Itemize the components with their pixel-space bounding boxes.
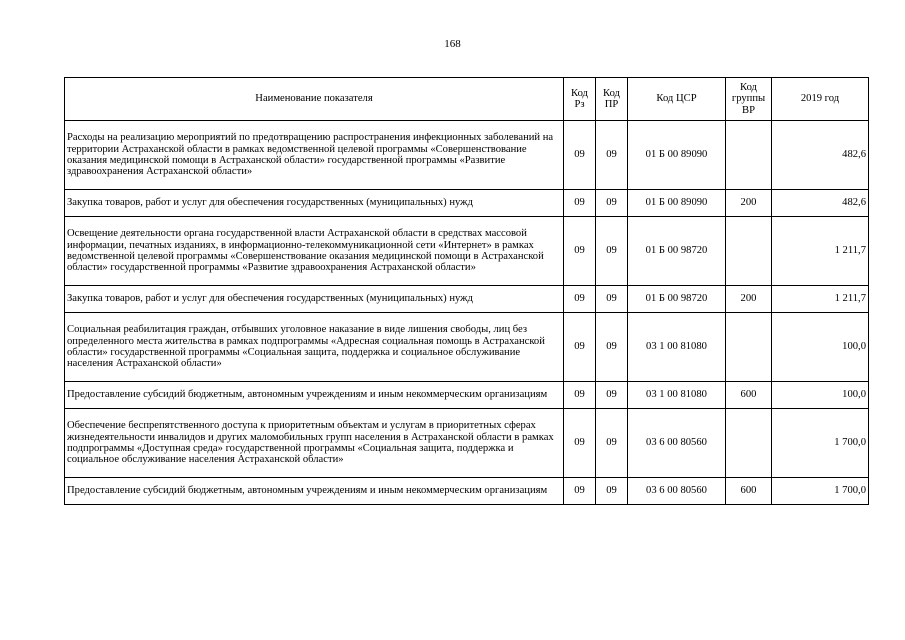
row-rz: 09 bbox=[564, 121, 596, 190]
header-pr: Код ПР bbox=[596, 78, 628, 121]
row-amount: 482,6 bbox=[772, 190, 869, 217]
row-csr: 03 6 00 80560 bbox=[628, 409, 726, 478]
row-name: Предоставление субсидий бюджетным, автономным учреждениям и иным некоммерческим организациям bbox=[65, 382, 564, 409]
row-pr: 09 bbox=[596, 313, 628, 382]
row-vr bbox=[726, 409, 772, 478]
row-rz: 09 bbox=[564, 478, 596, 505]
row-name: Социальная реабилитация граждан, отбывших уголовное наказание в виде лишения свободы, лиц без определенного места жительства в рамках подпрограммы «Адресная социальная помощь в Астраханской области» государственной программы «Социальная защита, поддержка и социальное обслуживание населения Астраханской области» bbox=[65, 313, 564, 382]
row-csr: 03 1 00 81080 bbox=[628, 382, 726, 409]
row-rz: 09 bbox=[564, 190, 596, 217]
row-amount: 100,0 bbox=[772, 313, 869, 382]
row-pr: 09 bbox=[596, 190, 628, 217]
row-name: Обеспечение беспрепятственного доступа к приоритетным объектам и услугам в приоритетных сферах жизнедеятельности инвалидов и других маломобильных групп населения в Астраханской области в рамках подпрограммы «Доступная среда» государственной программы «Социальная защита, поддержка и социальное обслуживание населения Астраханской области» bbox=[65, 409, 564, 478]
header-year: 2019 год bbox=[772, 78, 869, 121]
row-pr: 09 bbox=[596, 409, 628, 478]
row-name: Освещение деятельности органа государственной власти Астраханской области в средствах массовой информации, печатных изданиях, в информационно-телекоммуникационной сети «Интернет» в рамках ведомственной целевой программы «Совершенствование оказания медицинской помощи в Астраханской области» государственной программы «Развитие здравоохранения Астраханской области» bbox=[65, 217, 564, 286]
table-row bbox=[65, 478, 869, 505]
row-vr bbox=[726, 217, 772, 286]
row-csr: 01 Б 00 98720 bbox=[628, 217, 726, 286]
row-amount: 482,6 bbox=[772, 121, 869, 190]
row-vr: 600 bbox=[726, 478, 772, 505]
table-row bbox=[65, 313, 869, 382]
row-pr: 09 bbox=[596, 217, 628, 286]
row-amount: 1 700,0 bbox=[772, 478, 869, 505]
budget-table bbox=[64, 77, 869, 505]
row-amount: 100,0 bbox=[772, 382, 869, 409]
row-pr: 09 bbox=[596, 286, 628, 313]
table-header-row bbox=[65, 78, 869, 121]
row-pr: 09 bbox=[596, 478, 628, 505]
table-row bbox=[65, 286, 869, 313]
header-vr: Код группы ВР bbox=[726, 78, 772, 121]
row-vr bbox=[726, 313, 772, 382]
row-vr bbox=[726, 121, 772, 190]
row-rz: 09 bbox=[564, 409, 596, 478]
row-vr: 200 bbox=[726, 286, 772, 313]
row-csr: 01 Б 00 89090 bbox=[628, 121, 726, 190]
table-row bbox=[65, 217, 869, 286]
table-row bbox=[65, 409, 869, 478]
table-row bbox=[65, 121, 869, 190]
row-vr: 600 bbox=[726, 382, 772, 409]
row-rz: 09 bbox=[564, 286, 596, 313]
row-name: Предоставление субсидий бюджетным, автономным учреждениям и иным некоммерческим организациям bbox=[65, 478, 564, 505]
header-csr: Код ЦСР bbox=[628, 78, 726, 121]
row-rz: 09 bbox=[564, 217, 596, 286]
row-csr: 03 1 00 81080 bbox=[628, 313, 726, 382]
table-row bbox=[65, 382, 869, 409]
row-rz: 09 bbox=[564, 313, 596, 382]
header-name: Наименование показателя bbox=[65, 78, 564, 121]
row-amount: 1 700,0 bbox=[772, 409, 869, 478]
table-row bbox=[65, 190, 869, 217]
row-rz: 09 bbox=[564, 382, 596, 409]
row-name: Закупка товаров, работ и услуг для обеспечения государственных (муниципальных) нужд bbox=[65, 190, 564, 217]
row-amount: 1 211,7 bbox=[772, 286, 869, 313]
header-rz: Код Рз bbox=[564, 78, 596, 121]
row-csr: 03 6 00 80560 bbox=[628, 478, 726, 505]
row-csr: 01 Б 00 89090 bbox=[628, 190, 726, 217]
row-pr: 09 bbox=[596, 121, 628, 190]
page-number: 168 bbox=[444, 38, 461, 50]
row-pr: 09 bbox=[596, 382, 628, 409]
row-name: Закупка товаров, работ и услуг для обеспечения государственных (муниципальных) нужд bbox=[65, 286, 564, 313]
row-amount: 1 211,7 bbox=[772, 217, 869, 286]
row-csr: 01 Б 00 98720 bbox=[628, 286, 726, 313]
row-vr: 200 bbox=[726, 190, 772, 217]
row-name: Расходы на реализацию мероприятий по предотвращению распространения инфекционных заболеваний на территории Астраханской области в рамках ведомственной целевой программы «Совершенствование оказания медицинской помощи в Астраханской области» государственной программы «Развитие здравоохранения Астраханской области» bbox=[65, 121, 564, 190]
